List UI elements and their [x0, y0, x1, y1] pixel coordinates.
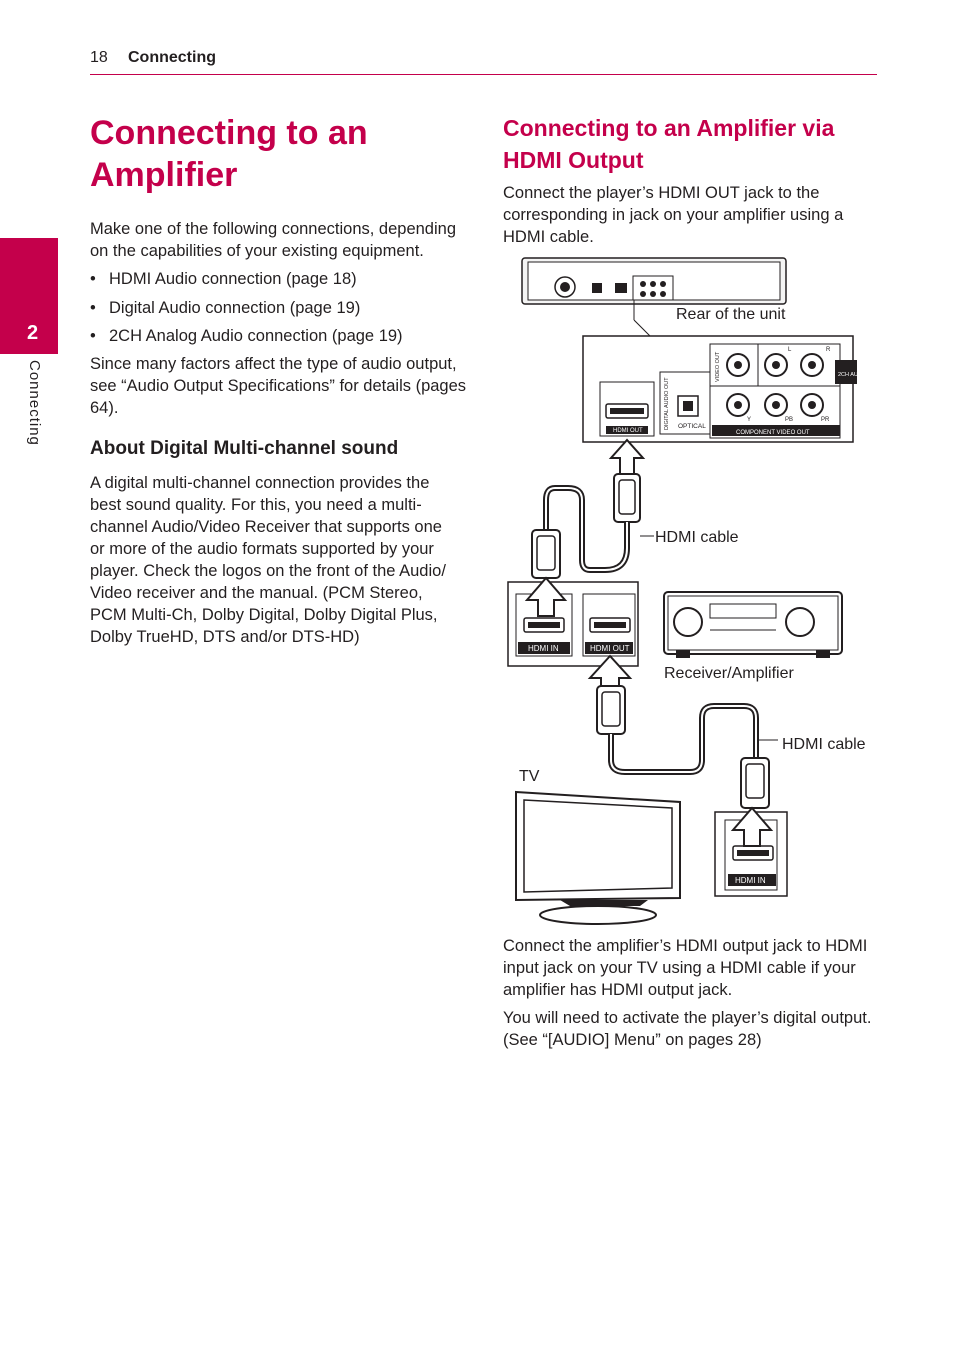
arrow-up-icon	[611, 440, 643, 474]
receiver-label: Receiver/Amplifier	[664, 665, 794, 682]
receiver-hdmi-in-label: HDMI IN	[528, 644, 559, 653]
panel-digital-audio-label: DIGITAL AUDIO OUT	[664, 377, 670, 430]
intro-paragraph: Make one of the following connections, depending on the capabilities of your existing equipment.	[90, 220, 457, 260]
subsection-title: Connecting to an Amplifier via HDMI Output	[503, 115, 835, 173]
subsection-intro: Connect the player’s HDMI OUT jack to the corresponding in jack on your amplifier using a HDMI cable.	[503, 184, 844, 246]
hdmi-cable-1	[532, 474, 654, 578]
list-item: • Digital Audio connection (page 19)	[90, 297, 470, 319]
hdmi-cable-label: HDMI cable	[782, 736, 866, 753]
panel-hdmi-out-label: HDMI OUT	[613, 428, 643, 434]
panel-y-label: Y	[747, 417, 752, 423]
page-number: 18	[90, 49, 108, 66]
digital-output-note: You will need to activate the player’s digital output. (See “[AUDIO] Menu” on pages 28)	[503, 1009, 872, 1049]
tv-label: TV	[519, 768, 540, 785]
tv-hdmi-in-label: HDMI IN	[735, 876, 766, 885]
panel-pr-label: PR	[821, 417, 830, 423]
panel-video-out-label: VIDEO OUT	[715, 351, 721, 382]
panel-r-label: R	[826, 347, 831, 353]
receiver-hdmi-out-label: HDMI OUT	[590, 644, 630, 653]
hdmi-cable-label: HDMI cable	[655, 529, 739, 546]
tv-illustration	[516, 792, 787, 924]
panel-optical-label: OPTICAL	[678, 423, 706, 430]
chapter-number: 2	[27, 322, 39, 344]
hdmi-cable-2	[597, 686, 778, 808]
rear-panel-closeup	[583, 336, 881, 442]
panel-l-label: L	[788, 347, 792, 353]
page-title: Connecting to an Amplifier	[90, 114, 368, 194]
list-item: • HDMI Audio connection (page 18)	[90, 268, 470, 290]
panel-2ch-label: 2CH AUDIO OUT	[838, 372, 881, 378]
list-item: • 2CH Analog Audio connection (page 19)	[90, 325, 470, 347]
player-rear-illustration	[522, 258, 786, 336]
rear-unit-label: Rear of the unit	[676, 306, 786, 323]
section-heading: About Digital Multi-channel sound	[90, 438, 399, 459]
section-body: A digital multi-channel connection provides the best sound quality. For this, you need a multi-channel Audio/Video Receiver that supports one or more of the audio formats supported by your player. Check the logos on the front of the Audio/ Video receiver and the manual. (PCM Stereo, PCM Multi-Ch, Dolby Digital, Dolby Digital Plus, Dolby TrueHD, DTS and/or DTS-HD)	[90, 474, 446, 646]
header-section: Connecting	[128, 49, 216, 66]
panel-pb-label: PB	[785, 417, 794, 423]
audio-output-note: Since many factors affect the type of audio output, see “Audio Output Specifications” for details (pages 64).	[90, 355, 467, 417]
chapter-label: Connecting	[26, 360, 43, 446]
receiver-illustration	[508, 578, 842, 666]
panel-component-label: COMPONENT VIDEO OUT	[736, 430, 810, 436]
amplifier-output-note: Connect the amplifier’s HDMI output jack to HDMI input jack on your TV using a HDMI cable if your amplifier has HDMI output jack.	[503, 937, 868, 999]
